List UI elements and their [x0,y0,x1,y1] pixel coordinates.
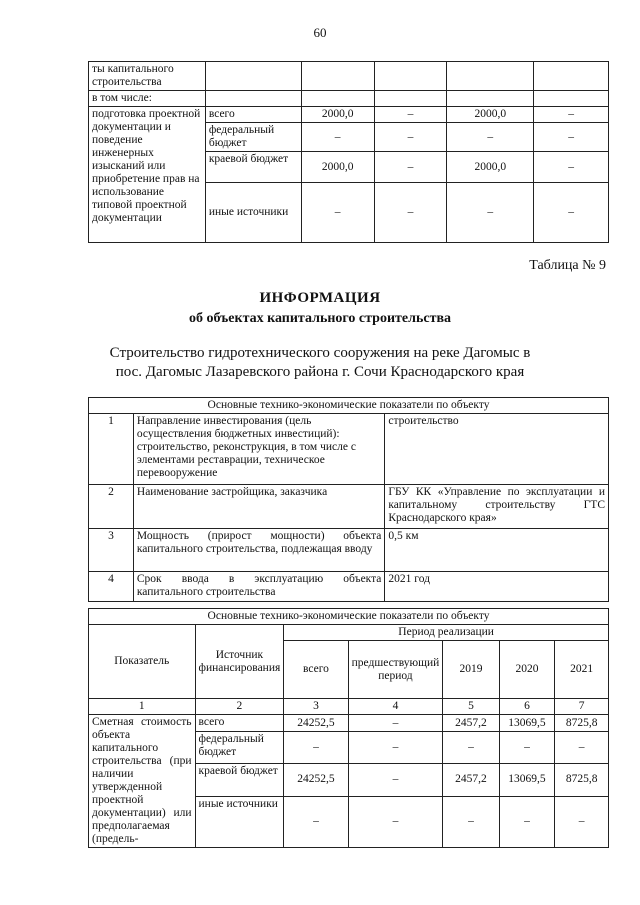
indicators-table [88,397,609,602]
col-total: всего [284,641,348,699]
table-row: 1 Направление инвестирования (цель осуществления бюджетных инвестиций): строительство, реконструкция, в том числе с элементами реставрации, техническое перевооружение строительство [89,414,609,485]
period-header: Период реализации [284,625,609,641]
table-row: федеральный бюджет – – – – [89,123,609,152]
table-row: иные источники – – – – [89,183,609,243]
table-row: подготовка проектной документации и поведение инженерных изысканий или приобретение прав на использование типовой проектной документации всего 2000,0 – 2000,0 – [89,107,609,123]
table-cell: в том числе: [89,91,206,107]
page-subtitle: об объектах капитального строительства [188,311,452,326]
source-cell: федеральный бюджет [205,123,301,152]
table-row: краевой бюджет 2000,0 – 2000,0 – [89,152,609,183]
table-label: Таблица № 9 [529,258,606,273]
page-number: 60 [313,25,327,40]
col-year: 2019 [443,641,499,699]
col-prev: предшествующий период [348,641,443,699]
source-cell: краевой бюджет [205,152,301,183]
table-row: Сметная стоимость объекта капитального строительства (при наличии утвержденной проектной документации) или предполагаемая (предель- всего 24252,5 – 2457,2 13069,5 8725,8 [89,715,609,732]
top-financing-table [88,61,609,243]
col-year: 2020 [499,641,555,699]
object-name-line: Строительство гидротехнического сооружения на реке Дагомыс в [109,345,531,361]
indicators-header: Основные технико-экономические показатели по объекту [89,398,609,414]
table-cell: ты капитального строительства [89,62,206,91]
table-header-row [89,609,609,625]
source-cell: иные источники [205,183,301,243]
page-title: ИНФОРМАЦИЯ [259,290,381,306]
table-row [89,62,609,91]
table-row: иные источники – – – – – [89,796,609,848]
source-cell: всего [205,107,301,123]
group-label-cell: подготовка проектной документации и поведение инженерных изысканий или приобретение прав на использование типовой проектной документации [89,107,206,243]
table-row: 4 Срок ввода в эксплуатацию объекта капитального строительства 2021 год [89,572,609,602]
table-header-row [89,398,609,414]
finance-header: Основные технико-экономические показатели по объекту [89,609,609,625]
column-numbers-row: 1 2 3 4 5 6 7 [89,699,609,715]
table-row: краевой бюджет 24252,5 – 2457,2 13069,5 8725,8 [89,764,609,796]
object-name [0,344,640,382]
col-source: Источник финансирования [195,625,284,699]
object-name-line: пос. Дагомыс Лазаревского района г. Сочи Краснодарского края [115,364,525,380]
col-indicator: Показатель [89,625,196,699]
col-year: 2021 [555,641,609,699]
finance-table [88,608,609,848]
table-row [89,91,609,107]
table-row: 3 Мощность (прирост мощности) объекта капитального строительства, подлежащая вводу 0,5 км [89,529,609,572]
table-row: федеральный бюджет – – – – – [89,732,609,764]
table-header-row [89,625,609,641]
table-row: 2 Наименование застройщика, заказчика ГБУ КК «Управление по эксплуатации и капитальному строительству ГТС Краснодарского края» [89,485,609,529]
indicator-label: Сметная стоимость объекта капитального строительства (при наличии утвержденной проектной документации) или предполагаемая (предель- [89,715,196,848]
